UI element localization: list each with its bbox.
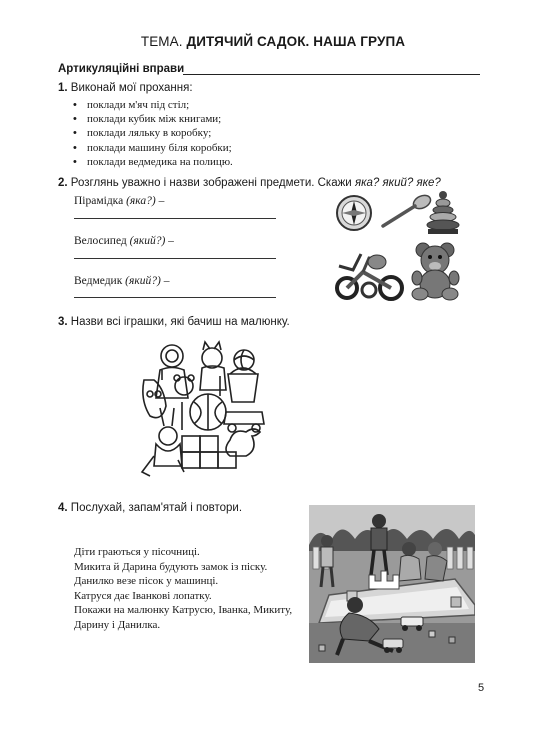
task-1-instruction: Виконай мої прохання: — [70, 82, 193, 94]
tricycle-icon — [333, 244, 405, 304]
task-2-heading — [58, 177, 441, 189]
story-line: Данилко везе пісок у машинці. — [74, 575, 219, 587]
task-3-instruction: Назви всі іграшки, які бачиш на малюнку. — [70, 316, 290, 328]
teddy-bear-icon — [410, 240, 462, 302]
answer-row-bicycle — [74, 235, 174, 247]
answer-dash: – — [155, 195, 165, 207]
toys-outline-illustration — [134, 340, 272, 482]
answer-word: Ведмедик — [74, 275, 126, 287]
compass-icon — [334, 193, 374, 233]
list-item: • поклади машину біля коробки; — [73, 141, 233, 155]
answer-hint: (який?) — [129, 235, 166, 247]
task-3-heading — [58, 316, 290, 328]
answer-line[interactable] — [74, 297, 276, 298]
answer-dash: – — [160, 275, 170, 287]
answer-word: Пірамідка — [74, 195, 127, 207]
answer-row-bear — [74, 275, 169, 287]
answer-dash: – — [165, 235, 174, 247]
task-1-list — [73, 98, 233, 169]
list-item: • поклади ляльку в коробку; — [73, 126, 233, 140]
page-title — [0, 34, 546, 49]
answer-row-pyramid — [74, 195, 164, 207]
task-2-instruction: Розглянь уважно і назви зображені предмети. Скажи — [70, 177, 355, 189]
story-line: Катруся дає Іванкові лопатку. — [74, 589, 212, 602]
task-1-heading — [58, 82, 193, 94]
task-4-instruction: Послухай, запам'ятай і повтори. — [70, 502, 243, 514]
title-prefix: ТЕМА. — [140, 34, 183, 49]
task-1-number: 1. — [58, 82, 68, 94]
section-label: Артикуляційні вправи — [58, 63, 185, 75]
answer-line[interactable] — [74, 258, 276, 259]
task-4-heading — [58, 502, 242, 514]
task-2-instruction-italic: яка? який? яке? — [354, 177, 441, 189]
story-line: Покажи на малюнку Катрусю, Іванка, Микиту, — [74, 604, 293, 616]
story-line: Микита й Дарина будують замок із піску. — [74, 560, 268, 573]
task-3-number: 3. — [58, 316, 68, 328]
section-underline — [183, 74, 480, 75]
list-item: • поклади ведмедика на полицю. — [73, 155, 233, 169]
title-main: ДИТЯЧИЙ САДОК. НАША ГРУПА — [186, 34, 406, 49]
sandbox-children-illustration — [309, 505, 475, 663]
story-line: Діти граються у пісочниці. — [74, 546, 200, 558]
list-item: • поклади кубик між книгами; — [73, 112, 233, 126]
answer-hint: (який?) — [125, 275, 161, 287]
story-text — [74, 545, 292, 632]
story-line: Дарину і Данилка. — [74, 618, 161, 631]
answer-word: Велосипед — [74, 235, 130, 247]
list-item: • поклади м'яч під стіл; — [73, 98, 233, 112]
task-4-number: 4. — [58, 502, 68, 514]
page-number: 5 — [478, 682, 485, 694]
answer-line[interactable] — [74, 218, 276, 219]
task-2-number: 2. — [58, 177, 68, 189]
answer-hint: (яка?) — [126, 195, 156, 207]
pyramid-toy-icon — [423, 190, 463, 236]
